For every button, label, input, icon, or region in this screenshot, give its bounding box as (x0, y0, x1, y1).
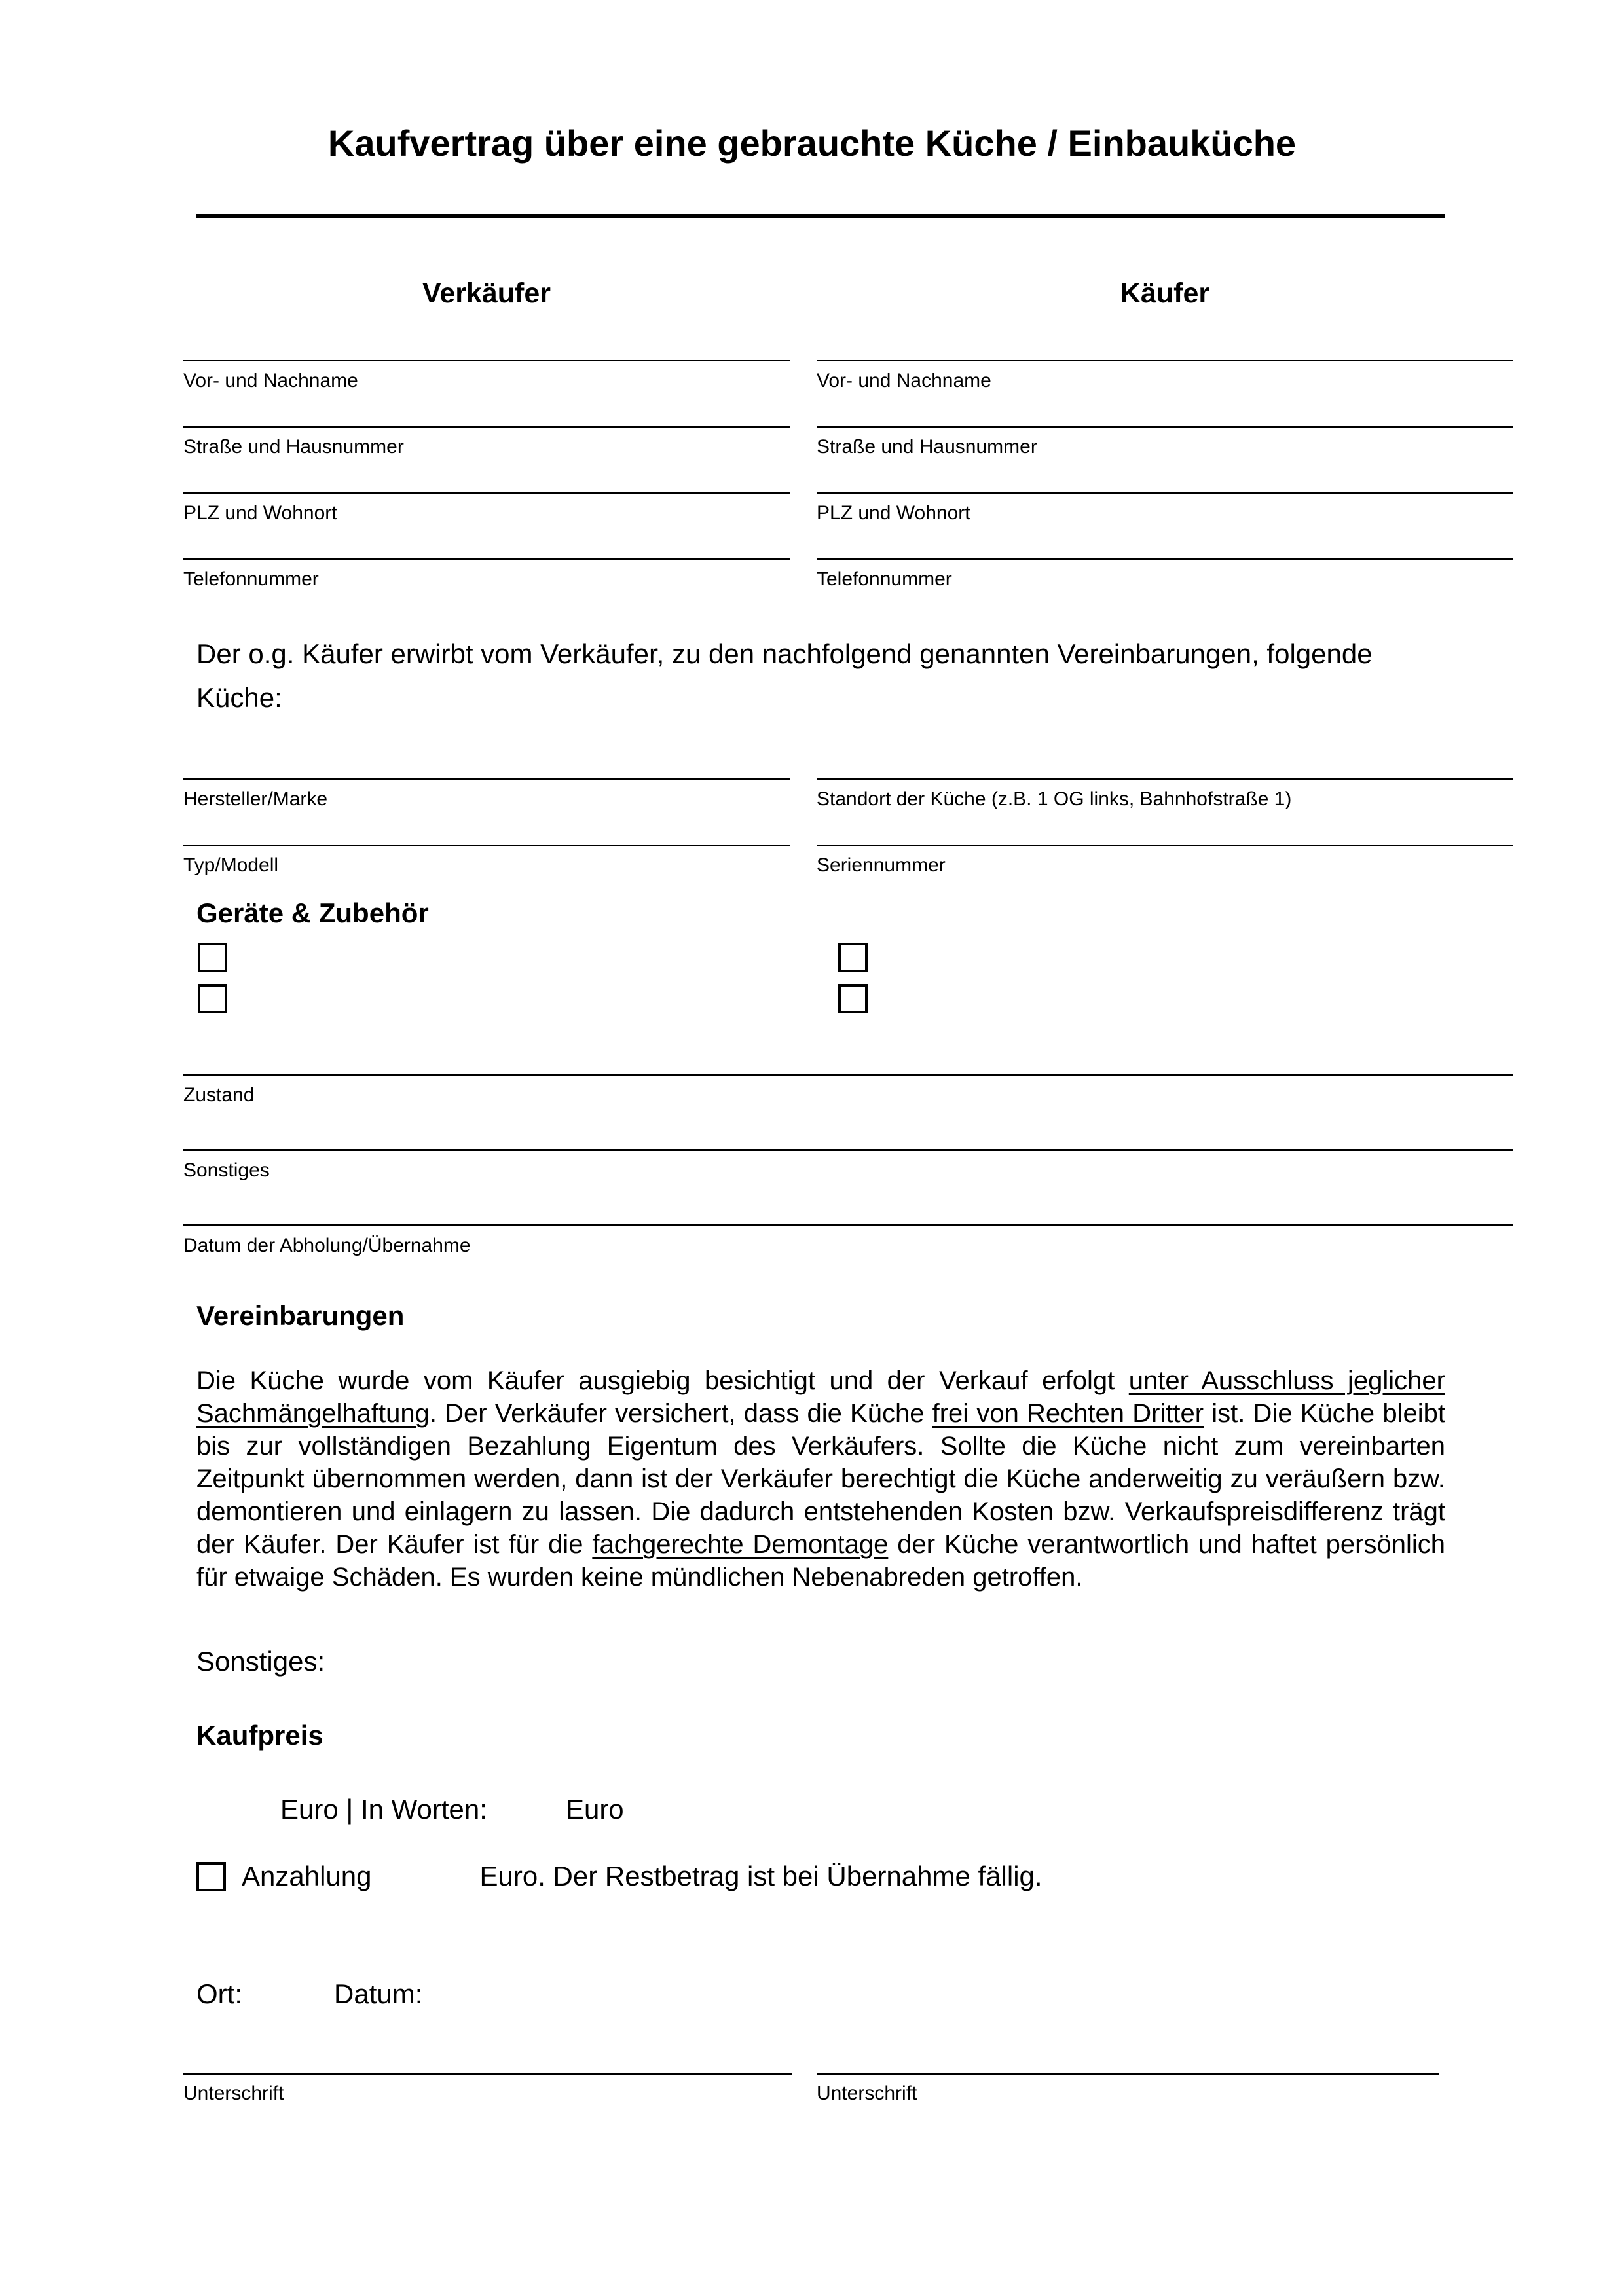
title-divider (196, 214, 1445, 218)
field-seller-street[interactable] (183, 426, 790, 459)
details-section (183, 1074, 1513, 1257)
field-label: Datum der Abholung/Übernahme (183, 1235, 471, 1257)
signature-label: Unterschrift (817, 2083, 917, 2105)
agreement-text-segment: ist. Die Küche bleibt bis zur vollständigen Bezahlung Eigentum des Verkäufers. Sollte die Küche nicht zum vereinbarten Zeitpunkt übernommen werden, dann ist der Verkäufer berechtigt die Küche anderweitig zu veräußern bzw. demontieren und einlagern zu lassen. Die dadurch entstehenden Kosten bzw. Verkaufspreisdifferenz trägt der Käufer. Der Käufer ist für die (196, 1399, 1445, 1559)
agreement-text-segment: . Der Verkäufer versichert, dass die Küche (429, 1399, 932, 1429)
price-amount-label: Euro | In Worten: (280, 1794, 487, 1825)
intro-paragraph: Der o.g. Käufer erwirbt vom Verkäufer, zu den nachfolgend genannten Vereinbarungen, folgende Küche: (196, 638, 1373, 713)
equipment-checkboxes (183, 943, 1513, 1013)
agreement-underlined-segment: frei von Rechten Dritter (932, 1399, 1204, 1429)
field-buyer-name[interactable] (817, 360, 1513, 393)
equipment-heading: Geräte & Zubehör (196, 898, 429, 929)
signature-label: Unterschrift (183, 2083, 284, 2105)
field-kitchen-location[interactable] (817, 778, 1513, 811)
field-seller-name[interactable] (183, 360, 790, 393)
field-label: Standort der Küche (z.B. 1 OG links, Bahnhofstraße 1) (817, 788, 1292, 811)
signature-line-seller[interactable] (183, 2073, 792, 2105)
deposit-checkbox-label: Anzahlung (242, 1861, 372, 1892)
agreement-underlined-segment: unter Ausschluss jeglicher Sachmängelhaftung (196, 1366, 1445, 1429)
agreement-text-segment: der Küche verantwortlich und haftet persönlich für etwaige Schäden. Es wurden keine mündlichen Nebenabreden getroffen. (196, 1530, 1445, 1592)
party-fields-section (183, 360, 1513, 591)
field-seller-city[interactable] (183, 492, 790, 525)
field-label: PLZ und Wohnort (817, 501, 970, 524)
field-pickup-date[interactable] (183, 1224, 1513, 1257)
field-seller-phone[interactable] (183, 558, 790, 591)
field-manufacturer[interactable] (183, 778, 790, 811)
date-label: Datum: (334, 1978, 423, 2010)
signature-line-buyer[interactable] (817, 2073, 1439, 2105)
field-misc[interactable] (183, 1149, 1513, 1182)
agreement-text-segment: Die Küche wurde vom Käufer ausgiebig besichtigt und der Verkauf erfolgt (196, 1366, 1129, 1396)
field-serial-number[interactable] (817, 845, 1513, 877)
place-label: Ort: (196, 1978, 242, 2010)
signature-section (183, 2073, 1513, 2105)
agreements-paragraph (196, 1364, 1445, 1594)
place-date-row (196, 1978, 1624, 2011)
field-label: Vor- und Nachname (817, 369, 991, 392)
field-condition[interactable] (183, 1074, 1513, 1106)
document-title: Kaufvertrag über eine gebrauchte Küche / Einbauküche (327, 122, 1297, 164)
agreements-heading: Vereinbarungen (196, 1300, 405, 1332)
field-buyer-phone[interactable] (817, 558, 1513, 591)
field-label: Seriennummer (817, 854, 946, 877)
deposit-row (196, 1860, 1624, 1893)
sonstiges-label: Sonstiges: (196, 1646, 325, 1677)
field-label: Straße und Hausnummer (817, 435, 1037, 458)
price-words-label: Euro (565, 1794, 624, 1825)
field-label: Telefonnummer (183, 568, 319, 590)
field-buyer-street[interactable] (817, 426, 1513, 459)
seller-heading: Verkäufer (422, 278, 551, 310)
field-label: Hersteller/Marke (183, 788, 328, 811)
field-label: Typ/Modell (183, 854, 279, 877)
field-label: Zustand (183, 1084, 255, 1106)
field-label: Telefonnummer (817, 568, 952, 590)
equipment-checkbox-column-left (183, 943, 790, 1013)
price-heading: Kaufpreis (196, 1720, 323, 1751)
deposit-text: Euro. Der Restbetrag ist bei Übernahme fällig. (479, 1861, 1043, 1892)
field-label: Straße und Hausnummer (183, 435, 404, 458)
field-label: Vor- und Nachname (183, 369, 358, 392)
buyer-heading: Käufer (1120, 278, 1210, 310)
equipment-checkbox-1[interactable] (198, 943, 227, 972)
kitchen-fields-section (183, 778, 1513, 877)
price-amount-row (280, 1793, 1624, 1826)
field-model[interactable] (183, 845, 790, 877)
field-buyer-city[interactable] (817, 492, 1513, 525)
equipment-checkbox-2[interactable] (198, 984, 227, 1013)
deposit-checkbox[interactable] (196, 1862, 226, 1891)
party-headings (183, 277, 1513, 311)
field-label: PLZ und Wohnort (183, 501, 337, 524)
equipment-checkbox-3[interactable] (838, 943, 868, 972)
agreement-underlined-segment: fachgerechte Demontage (592, 1530, 889, 1559)
field-label: Sonstiges (183, 1159, 270, 1182)
equipment-checkbox-4[interactable] (838, 984, 868, 1013)
equipment-checkbox-column-right (817, 943, 1513, 1013)
